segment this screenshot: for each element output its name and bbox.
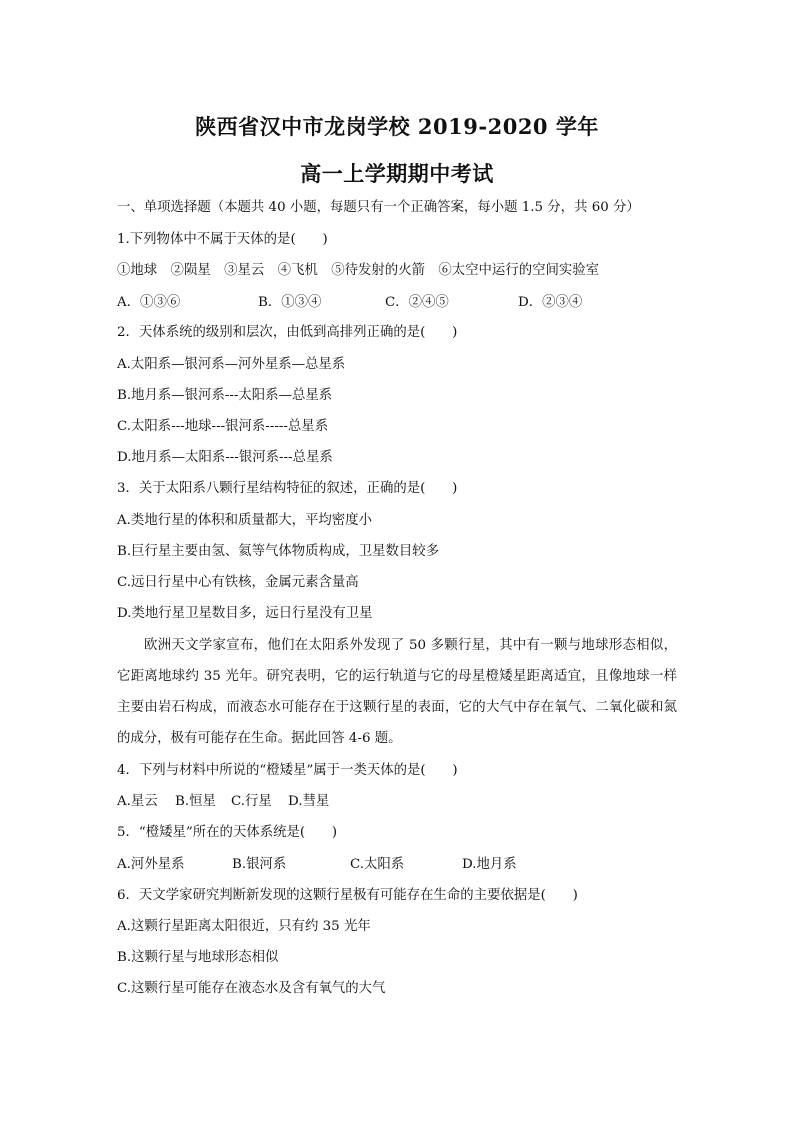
question-2-option-a: A.太阳系—银河系—河外星系—总星系 [117,357,346,372]
question-4-option-d: D.彗星 [288,794,330,809]
question-4-option-c: C.行星 [231,794,272,809]
question-4-option-a: A.星云 [117,794,158,809]
question-5-option-c: C.太阳系 [350,857,405,872]
question-5-option-a: A.河外星系 [117,857,185,872]
question-4-stem: 4．下列与材料中所说的“橙矮星”属于一类天体的是( ) [117,763,458,778]
question-1-option-c: C．②④⑤ [385,295,449,310]
question-1-items: ①地球 ②陨星 ③星云 ④飞机 ⑤待发射的火箭 ⑥太空中运行的空间实验室 [117,263,600,278]
question-2-stem: 2．天体系统的级别和层次，由低到高排列正确的是( ) [117,325,458,340]
section-heading: 一、单项选择题（本题共 40 小题，每题只有一个正确答案，每小题 1.5 分，共 60 分） [117,200,640,215]
question-2-option-c: C.太阳系---地球---银河系-----总星系 [117,419,329,434]
question-6-option-b: B.这颗行星与地球形态相似 [117,950,279,965]
reading-passage: 欧洲天文学家宣布，他们在太阳系外发现了 50 多颗行星，其中有一颗与地球形态相似，它距离地球约 35 光年。研究表明，它的运行轨道与它的母星橙矮星距离适宜，且像地球一样主要由岩石构成，而液态水可能存在于这颗行星的表面，它的大气中存在氧气、二氧化碳和氮的成分，极有可能存在生命。据此回答 4-6 题。 [117,638,677,746]
question-1-option-a: A．①③⑥ [117,295,181,310]
question-6-option-c: C.这颗行星可能存在液态水及含有氧气的大气 [117,981,386,996]
question-1-option-d: D．②③④ [518,295,583,310]
question-3-option-b: B.巨行星主要由氢、氦等气体物质构成，卫星数目较多 [117,544,440,559]
question-3-option-c: C.远日行星中心有铁核，金属元素含量高 [117,575,359,590]
question-4-option-b: B.恒星 [175,794,216,809]
question-1-option-b: B．①③④ [258,295,322,310]
question-1-stem: 1.下列物体中不属于天体的是( ) [117,232,328,247]
question-3-option-a: A.类地行星的体积和质量都大，平均密度小 [117,513,372,528]
question-6-option-a: A.这颗行星距离太阳很近，只有约 35 光年 [117,919,371,934]
question-6-stem: 6．天文学家研究判断新发现的这颗行星极有可能存在生命的主要依据是( ) [117,888,578,903]
exam-title-line1: 陕西省汉中市龙岗学校 2019-2020 学年 [195,114,599,139]
exam-title-line2: 高一上学期期中考试 [300,161,494,186]
question-5-option-d: D.地月系 [462,857,517,872]
question-5-stem: 5．“橙矮星”所在的天体系统是( ) [117,825,338,840]
question-3-stem: 3．关于太阳系八颗行星结构特征的叙述，正确的是( ) [117,481,458,496]
question-5-option-b: B.银河系 [232,857,287,872]
question-3-option-d: D.类地行星卫星数目多，远日行星没有卫星 [117,606,373,621]
question-2-option-d: D.地月系—太阳系---银河系---总星系 [117,450,333,465]
question-2-option-b: B.地月系—银河系---太阳系—总星系 [117,388,333,403]
